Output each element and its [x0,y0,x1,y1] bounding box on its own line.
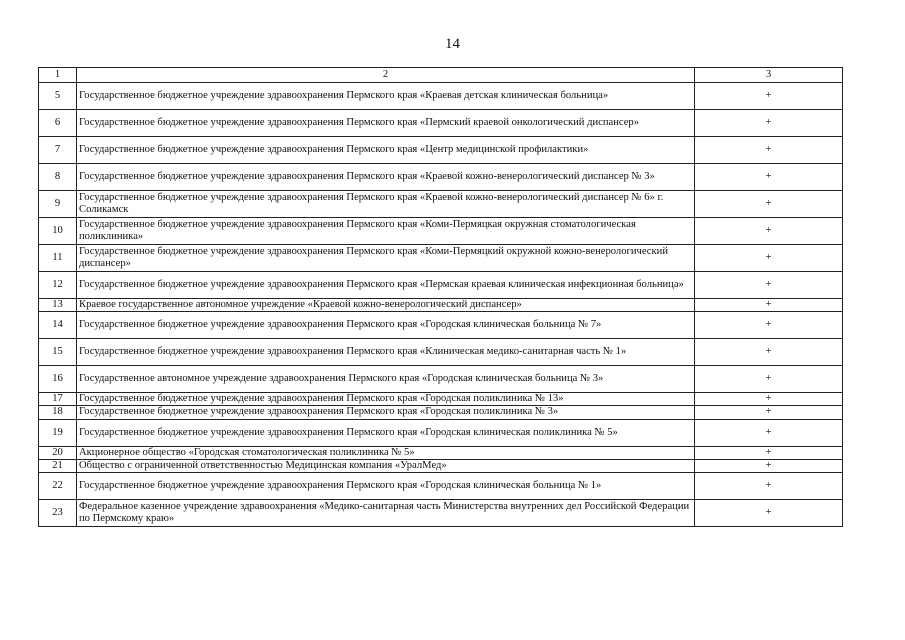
row-mark: + [695,110,843,137]
table-row [39,339,843,366]
row-number: 23 [39,500,77,527]
institution-name: Государственное бюджетное учреждение здравоохранения Пермского края «Пермский краевой онкологический диспансер» [77,110,695,137]
row-number: 6 [39,110,77,137]
row-mark: + [695,137,843,164]
row-mark: + [695,446,843,459]
table-row [39,406,843,419]
row-mark: + [695,406,843,419]
row-number: 19 [39,419,77,446]
row-mark: + [695,245,843,272]
table-header-row [39,68,843,83]
table-row [39,110,843,137]
row-number: 21 [39,459,77,472]
institution-name: Общество с ограниченной ответственностью Медицинская компания «УралМед» [77,459,695,472]
row-mark: + [695,473,843,500]
row-number: 17 [39,393,77,406]
table-row [39,312,843,339]
institution-name: Государственное бюджетное учреждение здравоохранения Пермского края «Городская клиническая больница № 7» [77,312,695,339]
column-header: 1 [39,68,77,83]
row-mark: + [695,500,843,527]
institution-name: Акционерное общество «Городская стоматологическая поликлиника № 5» [77,446,695,459]
row-mark: + [695,272,843,299]
table-row [39,473,843,500]
table-row [39,446,843,459]
row-mark: + [695,366,843,393]
institution-name: Государственное бюджетное учреждение здравоохранения Пермского края «Клиническая медико-санитарная часть № 1» [77,339,695,366]
row-number: 20 [39,446,77,459]
row-mark: + [695,164,843,191]
column-header: 3 [695,68,843,83]
row-number: 10 [39,218,77,245]
table-row [39,272,843,299]
institution-name: Государственное бюджетное учреждение здравоохранения Пермского края «Центр медицинской профилактики» [77,137,695,164]
page-number: 14 [445,36,460,52]
row-number: 11 [39,245,77,272]
table-row [39,366,843,393]
row-number: 9 [39,191,77,218]
table-row [39,299,843,312]
institution-name: Государственное бюджетное учреждение здравоохранения Пермского края «Коми-Пермяцкий окружной кожно-венерологический диспансер» [77,245,695,272]
table-row [39,419,843,446]
row-mark: + [695,339,843,366]
row-number: 22 [39,473,77,500]
institution-name: Государственное бюджетное учреждение здравоохранения Пермского края «Городская поликлиника № 13» [77,393,695,406]
institution-name: Государственное бюджетное учреждение здравоохранения Пермского края «Пермская краевая клиническая инфекционная больница» [77,272,695,299]
row-number: 15 [39,339,77,366]
institution-name: Государственное бюджетное учреждение здравоохранения Пермского края «Городская клиническая больница № 1» [77,473,695,500]
row-number: 14 [39,312,77,339]
table-row [39,137,843,164]
institution-name: Государственное бюджетное учреждение здравоохранения Пермского края «Краевой кожно-венерологический диспансер № 6» г. Соликамск [77,191,695,218]
row-number: 16 [39,366,77,393]
row-number: 18 [39,406,77,419]
row-mark: + [695,459,843,472]
institution-name: Государственное бюджетное учреждение здравоохранения Пермского края «Краевая детская клиническая больница» [77,83,695,110]
institution-name: Государственное бюджетное учреждение здравоохранения Пермского края «Городская поликлиника № 3» [77,406,695,419]
institution-name: Краевое государственное автономное учреждение «Краевой кожно-венерологический диспансер» [77,299,695,312]
table-row [39,245,843,272]
table-row [39,459,843,472]
institution-name: Государственное бюджетное учреждение здравоохранения Пермского края «Городская клиническая поликлиника № 5» [77,419,695,446]
row-mark: + [695,218,843,245]
row-number: 8 [39,164,77,191]
row-number: 5 [39,83,77,110]
table-row [39,191,843,218]
row-mark: + [695,299,843,312]
table-row [39,83,843,110]
row-mark: + [695,191,843,218]
row-number: 12 [39,272,77,299]
row-mark: + [695,312,843,339]
institution-name: Федеральное казенное учреждение здравоохранения «Медико-санитарная часть Министерства внутренних дел Российской Федерации по Пермскому краю» [77,500,695,527]
table-row [39,500,843,527]
institution-name: Государственное автономное учреждение здравоохранения Пермского края «Городская клиническая больница № 3» [77,366,695,393]
table-row [39,164,843,191]
row-mark: + [695,419,843,446]
row-mark: + [695,83,843,110]
row-number: 7 [39,137,77,164]
institutions-table [38,67,843,527]
table-row [39,393,843,406]
row-number: 13 [39,299,77,312]
column-header: 2 [77,68,695,83]
institution-name: Государственное бюджетное учреждение здравоохранения Пермского края «Краевой кожно-венерологический диспансер № 3» [77,164,695,191]
institution-name: Государственное бюджетное учреждение здравоохранения Пермского края «Коми-Пермяцкая окружная стоматологическая поликлиника» [77,218,695,245]
row-mark: + [695,393,843,406]
table-row [39,218,843,245]
